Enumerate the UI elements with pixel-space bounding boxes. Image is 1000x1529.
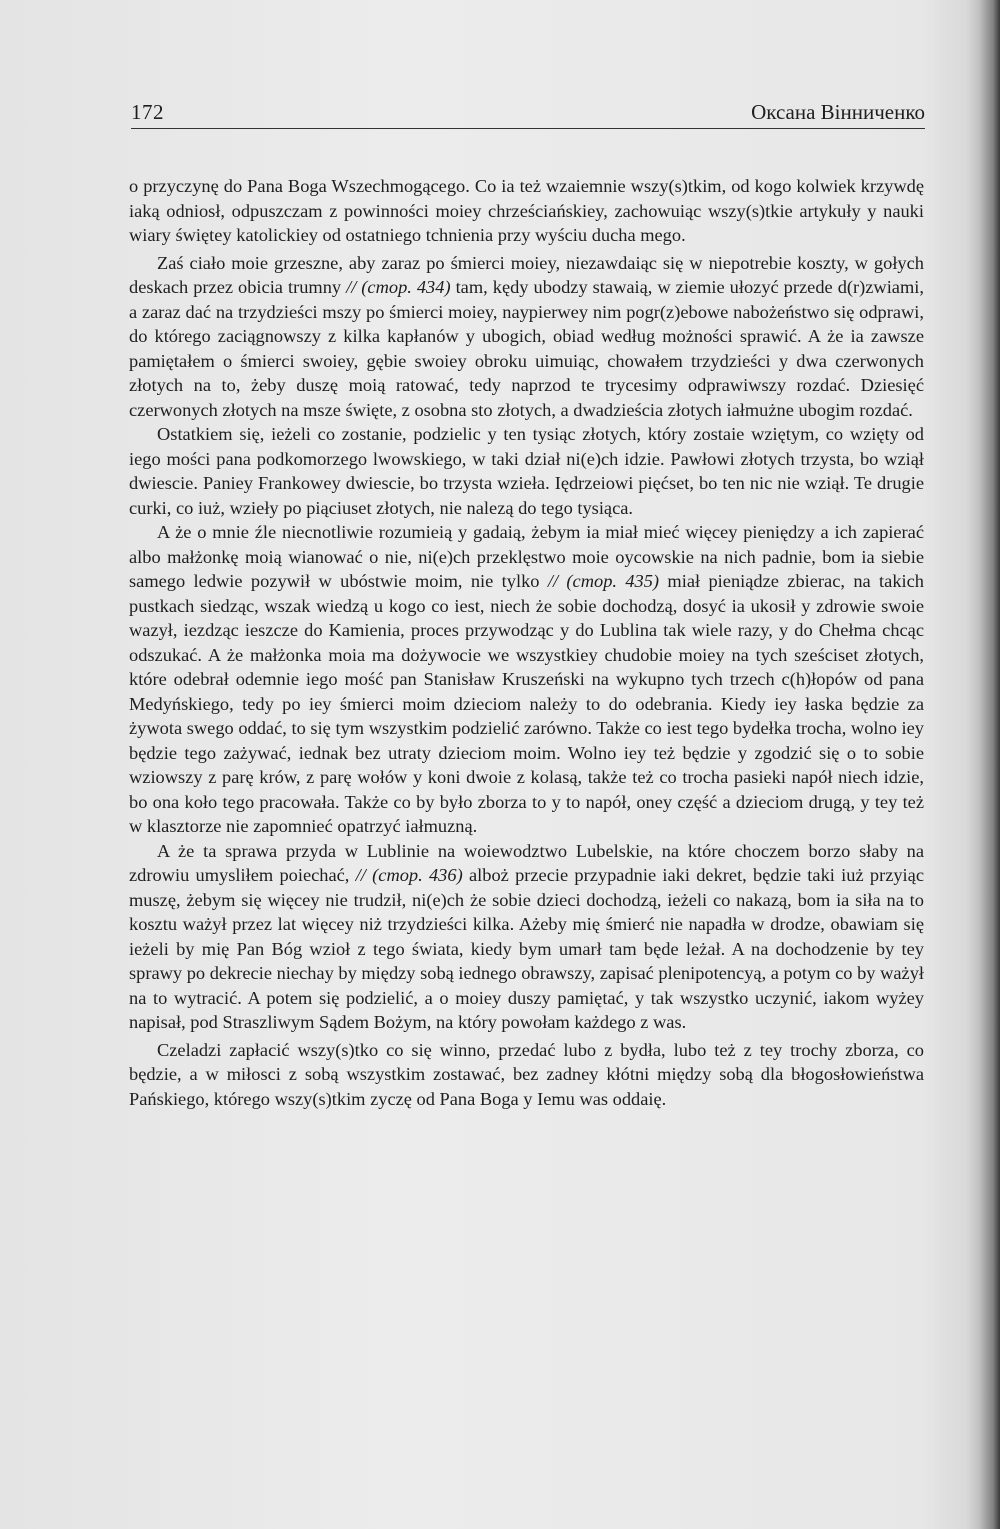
paragraph-text: miał pieniądze zbierac, na takich pustkach siedząc, wszak wiedzą u kogo co iest, niech że sobie dochodzą, dosyć ia ukosił y zdrowie swoie wazył, iezdząc ieszcze do Kamienia, proces przywodząc y do Lublina tak wiele razy, y do Chełma chcąc odszukać. A że małżonka moia ma dożywocie we wszystkiey chudobie moiey na tych sześciset złotych, które odebrał odemnie iego mość pan Stanisław Kruszeński na wykupno tych trzech c(h)łopów od pana Medyńskiego, tedy po iey śmierci moim dzieciom należy to do odebrania. Kiedy iey łaska będzie za żywota swego oddać, to się tym wszystkim podzielić zarówno. Także co iest tego bydełka trocha, wolno iey będzie tego zażywać, iednak bez utraty dzieciom moim. Wolno iey też będzie y zgodzić się o to sobie wziowszy z parę krów, z parę wołów y koni dwoie z kolasą, także też co trocha pasieki napół niech idzie, bo ona koło tego pracowała. Także co by było zborza to y to napół, oney część a dzieciom drugą, y tey też w klasztorze nie zapomnieć opatrzyć iałmuzną.: [129, 571, 924, 836]
running-head: Оксана Вінниченко: [751, 100, 925, 124]
page-reference: // (стор. 436): [355, 865, 463, 885]
header-rule: [131, 128, 925, 129]
book-spine-shadow: [966, 0, 1000, 1529]
paragraph-text: A że o mnie źle niecnotliwie rozumieią y gadaią, żebym ia miał mieć więcey pieniędzy a ich zapierać albo małżonkę moią wianować o nie, ni(e)ch przeklęstwo moie oycowskie na nich padnie, bom ia siebie samego ledwie pozywił w ubóstwie moim, nie tylko: [129, 522, 924, 591]
paragraph-text: A że ta sprawa przyda w Lublinie na woiewodztwo Lubelskie, na które choczem borzo słaby na zdrowiu umysliłem poiechać,: [129, 840, 924, 885]
paragraph-text: o przyczynę do Pana Boga Wszechmogącego. Co ia też wzaiemnie wszy(s)tkim, od kogo kolwiek krzywdę iaką odniosł, odpuszczam z powinności moiey chrześciańskiey, zachowuiąc wszy(s)tkie artykuły y nauki wiary świętey katolickiey od ostatniego tchnienia przy wyściu ducha mego.: [129, 176, 924, 245]
paragraph-text: Ostatkiem się, ieżeli co zostanie, podzielic y ten tysiąc złotych, który zostaie wziętym, co wzięty od iego mości pana podkomorzego lwowskiego, w taki dział ni(e)ch idzie. Pawłowi złotych trzysta, bo wziął dwiescie. Paniey Frankowey dwiescie, bo trzysta wzieła. Iędrzeiowi pięćset, bo ten nic nie wziął. Te drugie curki, co iuż, wzieły po piąciuset złotych, nie nalezą do tego tysiąca.: [129, 424, 924, 518]
paragraph: [129, 520, 924, 839]
page-number: 172: [131, 100, 164, 124]
paragraph: [129, 839, 924, 1035]
paragraph-text: Czeladzi zapłacić wszy(s)tko co się winno, przedać lubo z bydła, lubo też z tey trochy zborza, co będzie, a w miłosci z sobą wszystkim zostawać, bez zadney kłótni między sobą dla błogosłowieństwa Pańskiego, którego wszy(s)tkim zyczę od Pana Boga y Iemu was oddaię.: [129, 1039, 924, 1109]
paragraph-text: tam, kędy ubodzy stawaią, w ziemie ułozyć przede d(r)zwiami, a zaraz dać na trzydzieści mszy po śmierci moiey, naypierwey nim pogr(z)ebowe nabożeństwo się odprawi, do którego zaciągnowszy z kilka kapłanów y ubogich, obiad według możności sprawić. A że ia zawsze pamiętałem o śmierci swoiey, gębie swoiey obroku uimuiąc, chowałem trzydzieści y dwa czerwonych złotych na to, żeby duszę moią ratować, tedy naprzod te trycesimy odprawiwszy rozdać. Dziesięć czerwonych złotych na msze święte, z osobna sto złotych, a dwadzieścia złotych iałmużne ubogim rozdać.: [129, 277, 924, 420]
paragraph-text: alboż przecie przypadnie iaki dekret, będzie taki iuż przyiąc muszę, żebym się więcey nie trudził, ni(e)ch że sobie dzieci dochodzą, ieżeli co nakazą, bom ia siła na to kosztu ważył przez lat więcey niż trzydzieści kilka. Ażeby mię śmierć nie napadła w drodze, obawiam się ieżeli by mię Pan Bóg wzioł z tego świata, kiedy bym umarł tam będe leżał. A na dochodzenie by tey sprawy po dekrecie niechay by między sobą iednego obrawszy, zapisać plenipotencyą, a potym co by ważył na to wytracić. A potem się podzielić, a o moiey duszy pamiętać, y tak wszystko uczynić, iakom wyżey napisał, pod Straszliwym Sądem Bożym, na który powołam każdego z was.: [129, 865, 924, 1032]
page-reference: // (стор. 434): [346, 277, 451, 297]
paragraph: [129, 422, 924, 520]
page-header: [131, 100, 925, 130]
body-text: [129, 174, 924, 1111]
page-reference: // (стор. 435): [547, 571, 660, 591]
paragraph-text: Zaś ciało moie grzeszne, aby zaraz po śmierci moiey, niezawdaiąc się w niepotrebie koszty, w gołych deskach przez obicia trumny: [129, 252, 924, 297]
paragraph: [129, 1038, 924, 1112]
paragraph: [129, 251, 924, 423]
paragraph: [129, 174, 924, 248]
